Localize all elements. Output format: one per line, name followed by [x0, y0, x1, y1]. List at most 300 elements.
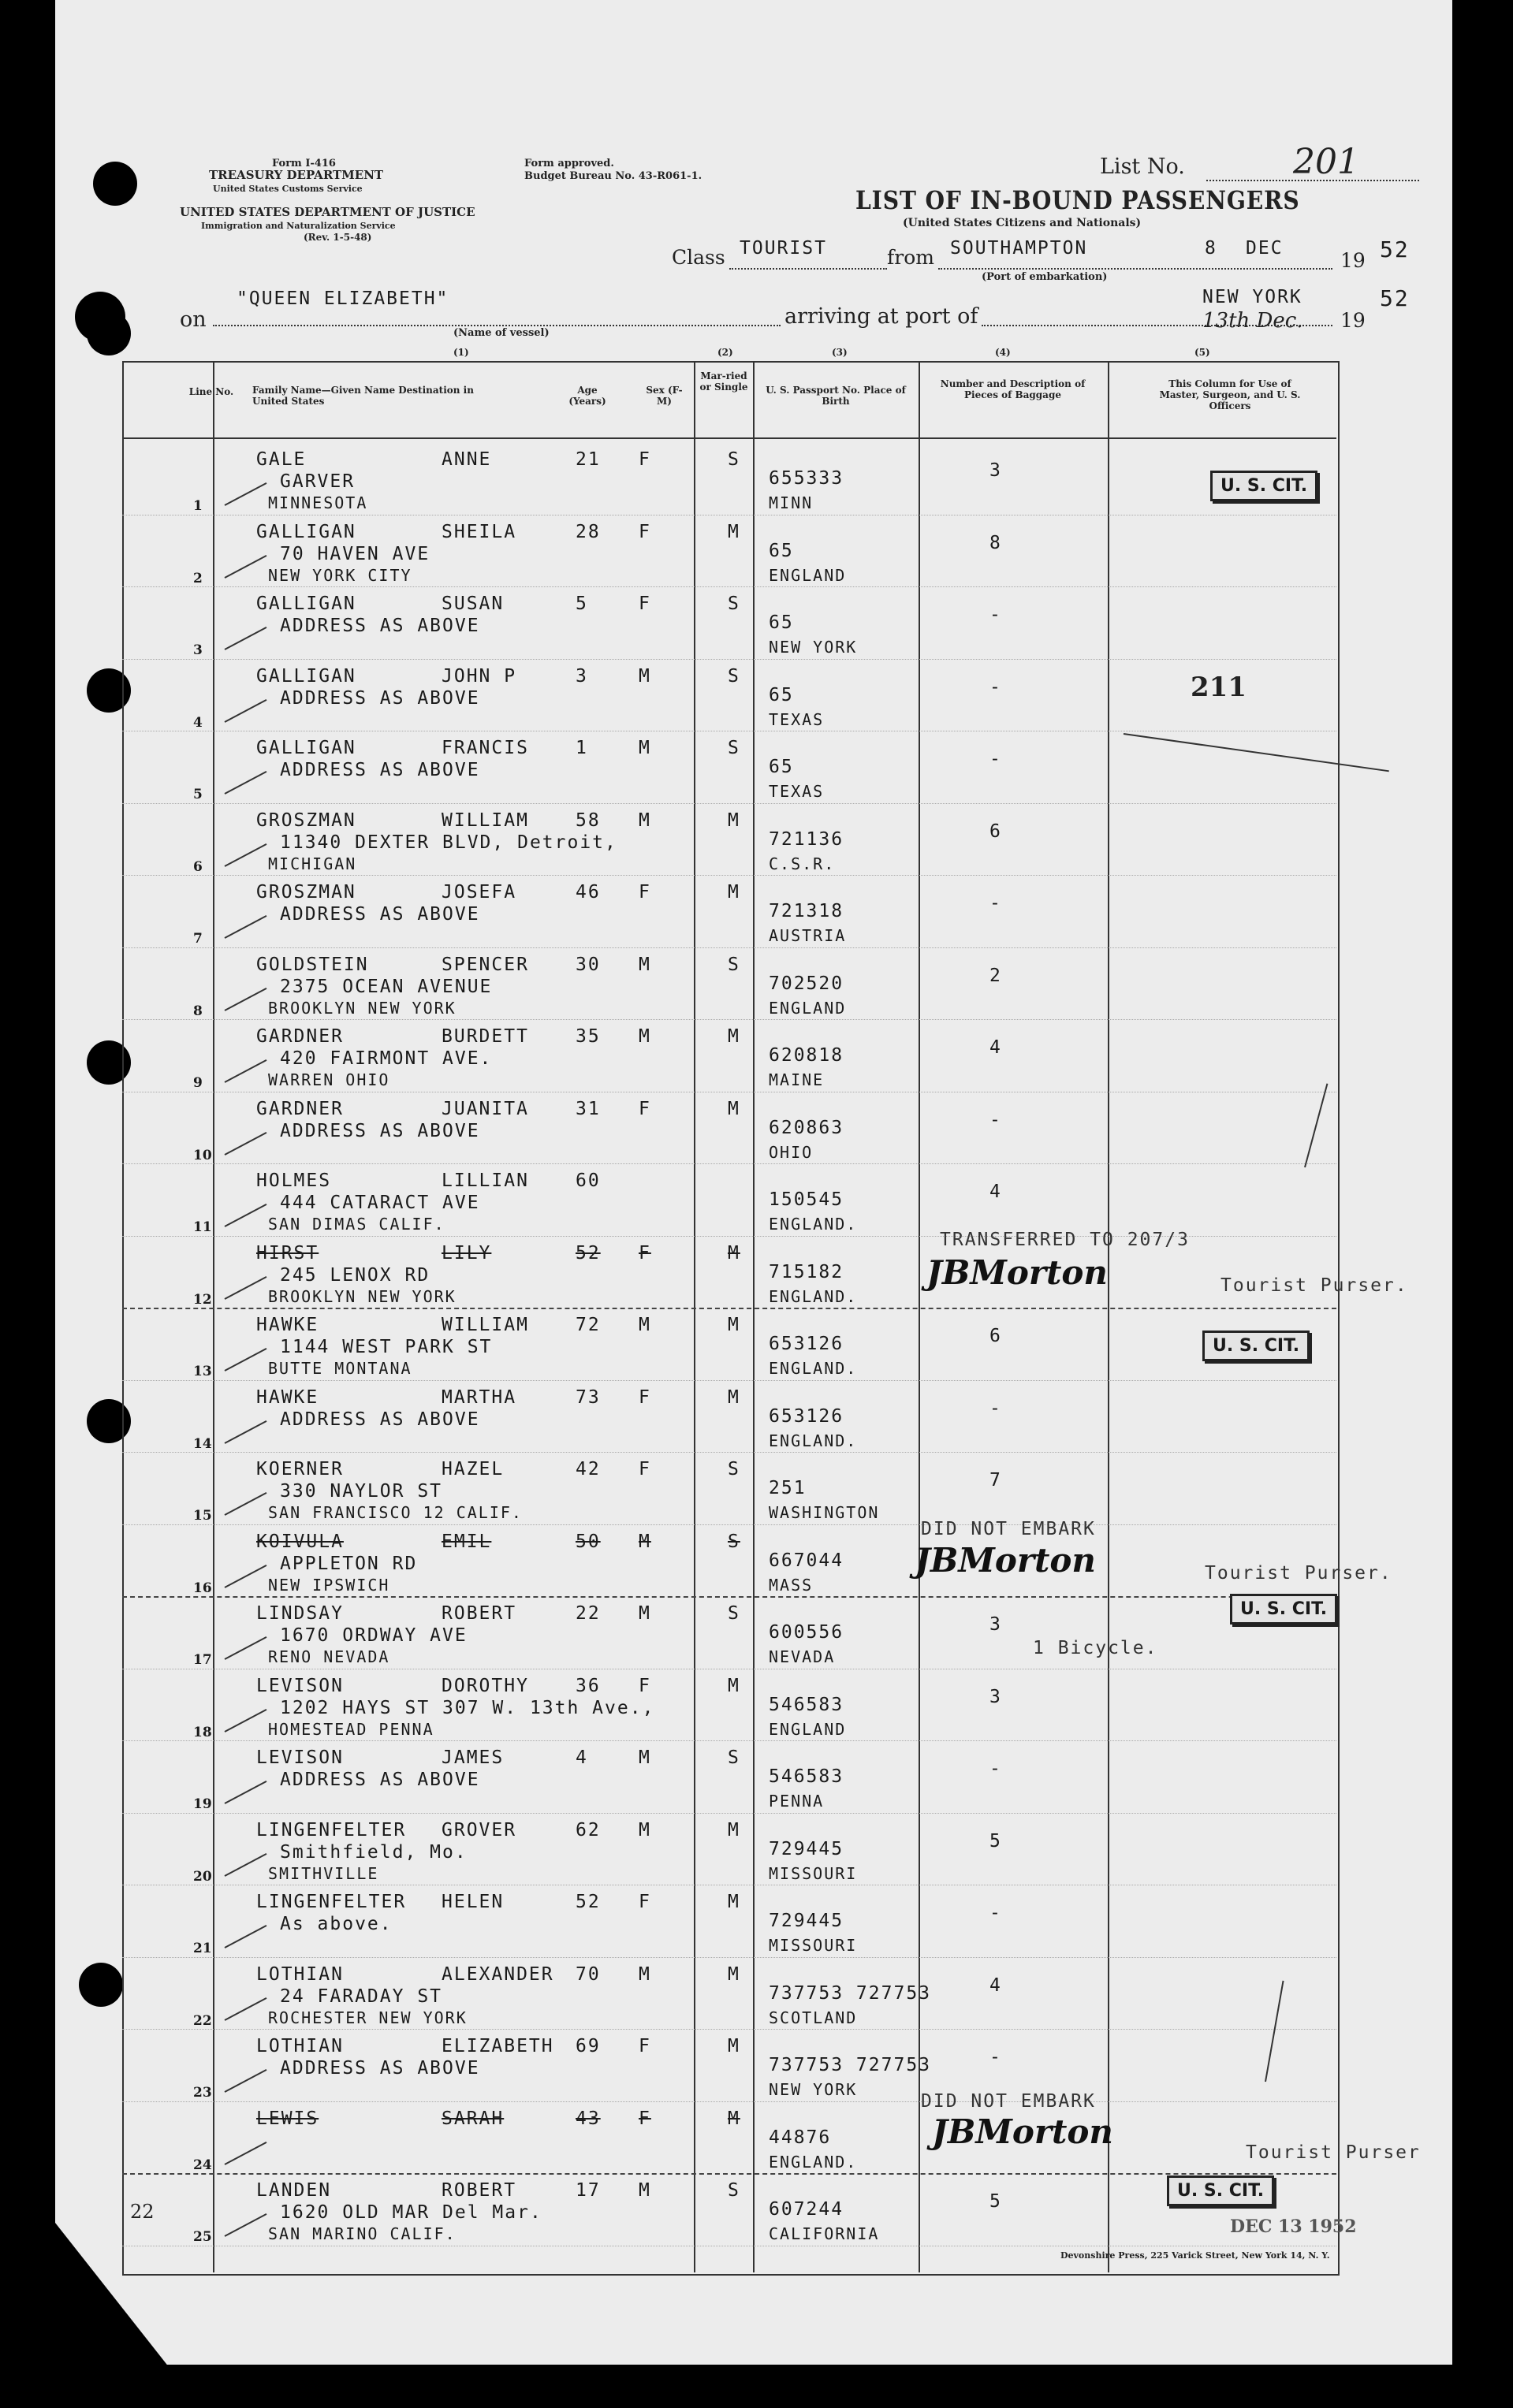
given-name: WILLIAM	[442, 1315, 529, 1335]
family-name: LINDSAY	[256, 1603, 344, 1624]
passport-number: 667044	[769, 1550, 844, 1571]
baggage: 5	[989, 2191, 1002, 2212]
punch-hole	[79, 1963, 123, 2007]
given-name: FRANCIS	[442, 738, 529, 758]
sex: M	[639, 2180, 651, 2201]
passport-number: 251	[769, 1478, 807, 1498]
col-num-2: (2)	[717, 347, 733, 358]
budget-bureau: Budget Bureau No. 43-R061-1.	[524, 170, 702, 182]
passport-number: 65	[769, 540, 794, 561]
baggage: -	[989, 1109, 1002, 1130]
family-name: GALLIGAN	[256, 594, 356, 614]
table-row	[122, 1814, 1336, 1885]
place-of-birth: MINN	[769, 493, 814, 512]
col-age: Age (Years)	[568, 385, 606, 407]
marital-status: M	[728, 1892, 740, 1912]
page-title: LIST OF IN-BOUND PASSENGERS	[855, 185, 1300, 215]
sex: F	[639, 449, 651, 470]
sex: M	[639, 809, 651, 831]
age: 69	[576, 2036, 601, 2056]
dep-year: 52	[1380, 236, 1410, 262]
check-mark	[225, 1275, 267, 1299]
marital-status: M	[728, 1386, 740, 1408]
place-of-birth: MASS	[769, 1575, 814, 1595]
line-number: 18	[193, 1724, 212, 1740]
passport-number: 702520	[769, 973, 844, 994]
sex: F	[639, 594, 651, 614]
passport-number: 737753 727753	[769, 1982, 932, 2004]
punch-hole	[1463, 16, 1494, 47]
table-row	[122, 1958, 1336, 2030]
place-of-birth: ENGLAND.	[769, 1359, 858, 1378]
passport-number: 546583	[769, 1766, 844, 1787]
given-name: EMIL	[442, 1531, 492, 1552]
line-number: 10	[193, 1147, 212, 1163]
table-row	[122, 1525, 1336, 1597]
address-line-1: ADDRESS AS ABOVE	[280, 760, 480, 780]
family-name: LOTHIAN	[256, 2036, 344, 2056]
age: 58	[576, 809, 601, 831]
address-line-2: BROOKLYN NEW YORK	[268, 998, 457, 1018]
line-number: 23	[193, 2085, 212, 2101]
family-name: LEWIS	[256, 2108, 319, 2129]
arr-year: 52	[1380, 285, 1410, 311]
sex: F	[639, 1386, 651, 1408]
given-name: GROVER	[442, 1819, 517, 1840]
table-row	[122, 1669, 1336, 1741]
address-line-1: APPLETON RD	[280, 1553, 418, 1574]
signature: JBMorton	[932, 2112, 1113, 2151]
place-of-birth: ENGLAND	[769, 1719, 847, 1739]
place-of-birth: MISSOURI	[769, 1936, 858, 1955]
us-cit-stamp: U. S. CIT.	[1230, 1594, 1337, 1625]
baggage: 3	[989, 1686, 1002, 1707]
check-mark	[225, 1059, 267, 1083]
place-of-birth: SCOTLAND	[769, 2008, 858, 2027]
address-line-1: ADDRESS AS ABOVE	[280, 1120, 480, 1141]
given-name: LILY	[442, 1242, 492, 1264]
marital-status: S	[728, 1747, 740, 1768]
check-mark	[225, 2069, 267, 2093]
age: 1	[576, 738, 588, 758]
age: 42	[576, 1459, 601, 1479]
punch-hole	[87, 311, 131, 355]
passport-number: 65	[769, 757, 794, 777]
family-name: LEVISON	[256, 1747, 344, 1768]
marital-status: M	[728, 1315, 740, 1335]
address-line-1: 245 LENOX RD	[280, 1264, 430, 1286]
place-of-birth: ENGLAND.	[769, 1286, 858, 1306]
address-line-1: 70 HAVEN AVE	[280, 543, 430, 564]
vessel-name: "QUEEN ELIZABETH"	[237, 288, 449, 309]
class-underline	[729, 268, 887, 270]
given-name: ELIZABETH	[442, 2036, 554, 2056]
family-name: GALLIGAN	[256, 738, 356, 758]
baggage: -	[989, 605, 1002, 625]
revision: (Rev. 1-5-48)	[304, 232, 372, 243]
marital-status: S	[728, 1459, 740, 1479]
col-num-4: (4)	[995, 347, 1011, 358]
printer-footer: Devonshire Press, 225 Varick Street, New York 14, N. Y.	[1060, 2250, 1330, 2261]
address-line-1: ADDRESS AS ABOVE	[280, 1770, 480, 1790]
passport-number: 655333	[769, 468, 844, 489]
signature: JBMorton	[926, 1253, 1108, 1292]
punch-hole	[93, 162, 137, 206]
marital-status: M	[728, 521, 740, 542]
class-label: Class	[672, 246, 725, 269]
address-line-1: 24 FARADAY ST	[280, 1986, 443, 2007]
given-name: SUSAN	[442, 594, 505, 614]
line-number: 2	[193, 570, 203, 586]
address-line-1: ADDRESS AS ABOVE	[280, 687, 480, 709]
check-mark	[225, 987, 267, 1010]
check-mark	[225, 1997, 267, 2020]
baggage: -	[989, 676, 1002, 698]
baggage: 4	[989, 1037, 1002, 1058]
age: 50	[576, 1531, 601, 1552]
ins-service: Immigration and Naturalization Service	[201, 221, 396, 231]
baggage: -	[989, 893, 1002, 914]
passport-number: 715182	[769, 1261, 844, 1282]
address-line-1: 11340 DEXTER BLVD, Detroit,	[280, 832, 617, 853]
sex: F	[639, 1098, 651, 1119]
age: 70	[576, 1963, 601, 1985]
passport-number: 65	[769, 684, 794, 705]
given-name: ROBERT	[442, 2180, 517, 2201]
family-name: GALE	[256, 449, 307, 470]
address-line-1: GARVER	[280, 471, 356, 492]
baggage: -	[989, 1398, 1002, 1419]
family-name: LINGENFELTER	[256, 1892, 407, 1912]
marital-status: M	[728, 809, 740, 831]
passport-number: 620818	[769, 1045, 844, 1066]
family-name: HAWKE	[256, 1315, 319, 1335]
address-line-2: BUTTE MONTANA	[268, 1359, 412, 1378]
line-number: 14	[193, 1435, 212, 1452]
place-of-birth: NEVADA	[769, 1647, 836, 1666]
marital-status: M	[728, 2036, 740, 2056]
treasury-dept: TREASURY DEPARTMENT	[209, 168, 384, 182]
place-of-birth: AUSTRIA	[769, 926, 847, 945]
family-name: HOLMES	[256, 1171, 332, 1191]
address-line-2: SAN DIMAS CALIF.	[268, 1215, 445, 1234]
given-name: WILLIAM	[442, 809, 529, 831]
passport-number: 150545	[769, 1189, 844, 1210]
place-of-birth: OHIO	[769, 1142, 814, 1162]
age: 60	[576, 1171, 601, 1191]
family-name: LANDEN	[256, 2180, 332, 2201]
table-row	[122, 876, 1336, 947]
age: 35	[576, 1026, 601, 1047]
col-num-5: (5)	[1194, 347, 1210, 358]
sex: M	[639, 1747, 651, 1768]
line-number: 22	[193, 2012, 212, 2029]
marital-status: S	[728, 449, 740, 470]
place-of-birth: ENGLAND.	[769, 2152, 858, 2172]
address-line-2: SAN FRANCISCO 12 CALIF.	[268, 1503, 523, 1522]
family-name: GOLDSTEIN	[256, 954, 369, 975]
given-name: HELEN	[442, 1892, 505, 1912]
family-name: KOIVULA	[256, 1531, 344, 1552]
check-mark	[225, 915, 267, 939]
did-not-embark-note: DID NOT EMBARK	[921, 2091, 1096, 2112]
sex: F	[639, 2108, 651, 2129]
margin-number: 22	[130, 2201, 155, 2223]
address-line-1: 1670 ORDWAY AVE	[280, 1625, 468, 1646]
place-of-birth: NEW YORK	[769, 2080, 858, 2099]
check-mark	[225, 1348, 267, 1371]
baggage: 3	[989, 1614, 1002, 1635]
address-line-2: SMITHVILLE	[268, 1863, 379, 1883]
check-mark	[225, 1852, 267, 1876]
family-name: HIRST	[256, 1242, 319, 1264]
list-no-value: 201	[1293, 142, 1359, 182]
address-line-2: MICHIGAN	[268, 854, 357, 873]
sex: F	[639, 1675, 651, 1696]
age: 36	[576, 1675, 601, 1696]
age: 21	[576, 449, 601, 470]
customs-service: United States Customs Service	[213, 184, 363, 194]
line-number: 25	[193, 2229, 212, 2245]
given-name: ANNE	[442, 449, 492, 470]
baggage: -	[989, 749, 1002, 769]
baggage: 4	[989, 1974, 1002, 1996]
baggage: 4	[989, 1182, 1002, 1202]
sex: M	[639, 1963, 651, 1985]
place-of-birth: C.S.R.	[769, 854, 836, 873]
line-number: 11	[193, 1219, 212, 1235]
sex: M	[639, 665, 651, 687]
passport-number: 653126	[769, 1334, 844, 1354]
age: 31	[576, 1098, 601, 1119]
marital-status: M	[728, 1675, 740, 1696]
form-number: Form I-416	[272, 158, 336, 169]
embark-note: (Port of embarkation)	[982, 271, 1108, 283]
address-line-2: MINNESOTA	[268, 493, 368, 512]
purser-note: Tourist Purser.	[1220, 1275, 1408, 1296]
baggage: -	[989, 2047, 1002, 2067]
line-number: 24	[193, 2157, 212, 2173]
check-mark	[225, 1492, 267, 1516]
address-line-2: WARREN OHIO	[268, 1070, 390, 1089]
line-number: 15	[193, 1508, 212, 1524]
us-cit-stamp: U. S. CIT.	[1202, 1331, 1310, 1361]
line-number: 9	[193, 1075, 203, 1091]
line-number: 3	[193, 642, 203, 658]
header-divider	[122, 437, 1336, 439]
given-name: HAZEL	[442, 1459, 505, 1479]
line-number: 17	[193, 1652, 212, 1668]
passport-number: 729445	[769, 1911, 844, 1931]
sex: F	[639, 1892, 651, 1912]
address-line-1: 1202 HAYS ST 307 W. 13th Ave.,	[280, 1697, 655, 1718]
marital-status: S	[728, 738, 740, 758]
table-row	[122, 1020, 1336, 1092]
age: 73	[576, 1386, 601, 1408]
age: 43	[576, 2108, 601, 2129]
arrival-port: NEW YORK	[1202, 287, 1302, 307]
table-row	[122, 1381, 1336, 1453]
check-mark	[225, 1564, 267, 1587]
family-name: GROSZMAN	[256, 809, 356, 831]
family-name: LEVISON	[256, 1675, 344, 1696]
sex: M	[639, 1026, 651, 1047]
place-of-birth: TEXAS	[769, 709, 825, 729]
arrival-underline	[982, 325, 1332, 326]
place-of-birth: CALIFORNIA	[769, 2224, 880, 2243]
sex: F	[639, 1459, 651, 1479]
address-line-2: RENO NEVADA	[268, 1647, 390, 1666]
age: 4	[576, 1747, 588, 1768]
sex: F	[639, 521, 651, 542]
family-name: KOERNER	[256, 1459, 344, 1479]
check-mark	[225, 1636, 267, 1660]
marital-status: M	[728, 1242, 740, 1264]
address-line-2: BROOKLYN NEW YORK	[268, 1286, 457, 1306]
place-of-birth: NEW YORK	[769, 638, 858, 657]
baggage: 5	[989, 1830, 1002, 1852]
us-cit-stamp: U. S. CIT.	[1210, 471, 1317, 501]
place-of-birth: MISSOURI	[769, 1863, 858, 1883]
sex: F	[639, 882, 651, 903]
passport-number: 721318	[769, 901, 844, 921]
table-row	[122, 660, 1336, 731]
line-number: 8	[193, 1003, 203, 1019]
place-of-birth: MAINE	[769, 1070, 825, 1089]
baggage: -	[989, 1903, 1002, 1923]
age: 22	[576, 1603, 601, 1624]
list-no-label: List No.	[1100, 154, 1185, 179]
vessel-note: (Name of vessel)	[453, 327, 550, 339]
sex: F	[639, 1242, 651, 1264]
address-line-1: As above.	[280, 1914, 393, 1934]
check-mark	[225, 1708, 267, 1732]
address-line-1: ADDRESS AS ABOVE	[280, 616, 480, 636]
baggage: 3	[989, 460, 1002, 481]
check-mark	[225, 1420, 267, 1443]
marital-status: M	[728, 2108, 740, 2129]
arriving-label: arriving at port of	[784, 304, 978, 329]
age: 30	[576, 954, 601, 975]
passport-number: 65	[769, 612, 794, 633]
age: 52	[576, 1242, 601, 1264]
col-officers: This Column for Use of Master, Surgeon, and U. S. Officers	[1159, 378, 1301, 411]
line-number: 4	[193, 714, 203, 731]
family-name: LOTHIAN	[256, 1963, 344, 1985]
table-row	[122, 2174, 1336, 2246]
line-number: 20	[193, 1868, 212, 1885]
age: 52	[576, 1892, 601, 1912]
table-row	[122, 804, 1336, 876]
justice-dept: UNITED STATES DEPARTMENT OF JUSTICE	[180, 205, 475, 219]
col-baggage: Number and Description of Pieces of Baggage	[940, 378, 1086, 400]
given-name: ALEXANDER	[442, 1963, 554, 1985]
check-mark	[225, 627, 267, 650]
purser-note: Tourist Purser	[1246, 2142, 1421, 2163]
line-number: 7	[193, 931, 203, 947]
check-mark	[225, 1204, 267, 1227]
table-row	[122, 1092, 1336, 1164]
bicycle-note: 1 Bicycle.	[1033, 1638, 1158, 1658]
check-mark	[225, 698, 267, 722]
address-line-1: 1144 WEST PARK ST	[280, 1337, 493, 1357]
sex: M	[639, 1819, 651, 1840]
baggage: 8	[989, 532, 1002, 553]
given-name: JOSEFA	[442, 882, 517, 903]
place-of-birth: WASHINGTON	[769, 1503, 880, 1522]
given-name: SHEILA	[442, 521, 517, 542]
given-name: ROBERT	[442, 1603, 517, 1624]
line-number: 12	[193, 1291, 212, 1308]
marital-status: M	[728, 882, 740, 903]
family-name: GARDNER	[256, 1026, 344, 1047]
line-number: 16	[193, 1580, 212, 1596]
baggage: 7	[989, 1470, 1002, 1491]
family-name: HAWKE	[256, 1386, 319, 1408]
family-name: LINGENFELTER	[256, 1819, 407, 1840]
address-line-2: ROCHESTER NEW YORK	[268, 2008, 468, 2027]
sex: F	[639, 2036, 651, 2056]
arrival-date: 13th Dec.	[1202, 309, 1303, 333]
check-mark	[225, 2213, 267, 2237]
given-name: SPENCER	[442, 954, 529, 975]
marital-status: M	[728, 1098, 740, 1119]
table-row	[122, 948, 1336, 1020]
passport-number: 546583	[769, 1694, 844, 1715]
passport-number: 620863	[769, 1117, 844, 1138]
line-number: 21	[193, 1941, 212, 1956]
given-name: SARAH	[442, 2108, 505, 2129]
col-name: Family Name—Given Name Destination in United States	[252, 385, 474, 407]
place-of-birth: TEXAS	[769, 782, 825, 801]
check-mark	[225, 771, 267, 795]
passport-number: 737753 727753	[769, 2055, 932, 2075]
col-line-no: Line No.	[188, 386, 234, 397]
marital-status: S	[728, 1531, 740, 1552]
sex: M	[639, 738, 651, 758]
dep-day: 8	[1205, 238, 1217, 259]
check-mark	[225, 1925, 267, 1948]
date-stamp: DEC 13 1952	[1230, 2216, 1357, 2237]
did-not-embark-note: DID NOT EMBARK	[921, 1519, 1096, 1539]
age: 17	[576, 2180, 601, 2201]
table-row	[122, 515, 1336, 587]
given-name: MARTHA	[442, 1386, 517, 1408]
address-line-2: NEW IPSWICH	[268, 1575, 390, 1595]
age: 3	[576, 665, 588, 687]
from-underline	[938, 268, 1332, 270]
address-line-1: 330 NAYLOR ST	[280, 1481, 443, 1502]
age: 28	[576, 521, 601, 542]
table-row	[122, 2102, 1336, 2174]
passport-number: 729445	[769, 1838, 844, 1859]
place-of-birth: ENGLAND.	[769, 1431, 858, 1450]
line-number: 1	[193, 498, 203, 514]
address-line-1: 1620 OLD MAR Del Mar.	[280, 2202, 542, 2223]
given-name: JOHN P	[442, 665, 517, 687]
table-row	[122, 731, 1336, 803]
marital-status: S	[728, 594, 740, 614]
age: 62	[576, 1819, 601, 1840]
check-mark	[225, 482, 267, 506]
marital-status: M	[728, 1963, 740, 1985]
family-name: GARDNER	[256, 1098, 344, 1119]
marital-status: M	[728, 1819, 740, 1840]
class-value: TOURIST	[740, 238, 827, 259]
sex: M	[639, 1531, 651, 1552]
place-of-birth: ENGLAND.	[769, 1215, 858, 1234]
marital-status: S	[728, 2180, 740, 2201]
